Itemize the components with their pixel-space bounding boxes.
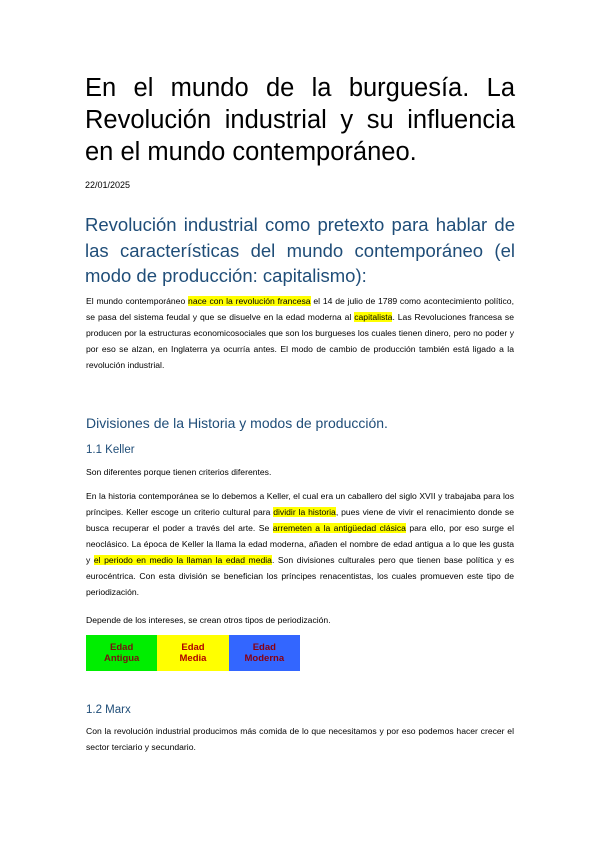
heading-divisiones-historia: Divisiones de la Historia y modos de producción. xyxy=(86,415,388,431)
box-label: Edad xyxy=(252,642,276,653)
document-title: En el mundo de la burguesía. La Revolución industrial y su influencia en el mundo contemporáneo. xyxy=(85,74,515,166)
box-label: Media xyxy=(179,653,207,664)
box-label: Moderna xyxy=(244,653,285,664)
periodization-boxes xyxy=(86,635,300,671)
highlight-antiguedad-clasica: arremeten a la antigüedad clásica xyxy=(272,523,406,533)
heading-keller: 1.1 Keller xyxy=(86,444,135,456)
keller-paragraph-1: Son diferentes porque tienen criterios diferentes. xyxy=(86,467,272,477)
keller-text: para ello, por eso surge el neoclásico. La época de Keller la llama la edad moderna, añaden el nombre de edad antigua a lo que les gusta y xyxy=(86,523,514,565)
intro-paragraph xyxy=(86,293,514,373)
highlight-revolucion-francesa: nace con la revolución francesa xyxy=(188,296,311,306)
highlight-capitalista: capitalista xyxy=(354,312,393,322)
keller-text: . Son divisiones culturales pero que tienen base política y es eurocéntrica. Con esta división se benefician los príncipes renacentistas, los cuales promueven este tipo de periodización. xyxy=(86,555,515,597)
box-label: Edad xyxy=(181,642,205,653)
intro-text: el 14 de julio de 1789 como acontecimiento político, se pasa del sistema feudal y que se disuelve en la edad moderna al xyxy=(86,296,514,322)
box-label: Edad xyxy=(110,642,134,653)
box-edad-moderna xyxy=(229,635,300,671)
box-edad-antigua xyxy=(86,635,157,671)
keller-paragraph-3: Depende de los intereses, se crean otros tipos de periodización. xyxy=(86,615,331,625)
box-edad-media xyxy=(157,635,228,671)
box-label: Antigua xyxy=(103,653,140,664)
intro-text: . Las Revoluciones francesa se producen por la estructuras economicosociales que son los burgueses los cuales tienen dinero, pero no poder y por eso se alzan, en Inglaterra ya ocurría antes. El modo de cambio de producción también está ligado a la revolución industrial. xyxy=(86,312,514,370)
document-date: 22/01/2025 xyxy=(85,180,131,190)
keller-paragraph-2 xyxy=(86,488,514,600)
intro-text: El mundo contemporáneo xyxy=(86,296,189,306)
heading-marx: 1.2 Marx xyxy=(86,704,131,716)
marx-paragraph: Con la revolución industrial producimos más comida de lo que necesitamos y por eso podemos hacer crecer el sector terciario y secundario. xyxy=(86,726,514,752)
highlight-dividir-historia: dividir la historia xyxy=(273,507,336,517)
highlight-edad-media: el periodo en medio la llaman la edad media xyxy=(93,555,272,565)
keller-text: En la historia contemporánea se lo debemos a Keller, el cual era un caballero del siglo XVII y trabajaba para los príncipes. Keller escoge un criterio cultural para xyxy=(86,491,514,517)
heading-revolucion-industrial: Revolución industrial como pretexto para hablar de las características del mundo contemporáneo (el modo de producción: capitalismo): xyxy=(85,214,515,286)
keller-text: , pues viene de vivir el renacimiento donde se busca recuperar el poder a través del arte. Se xyxy=(86,507,514,533)
